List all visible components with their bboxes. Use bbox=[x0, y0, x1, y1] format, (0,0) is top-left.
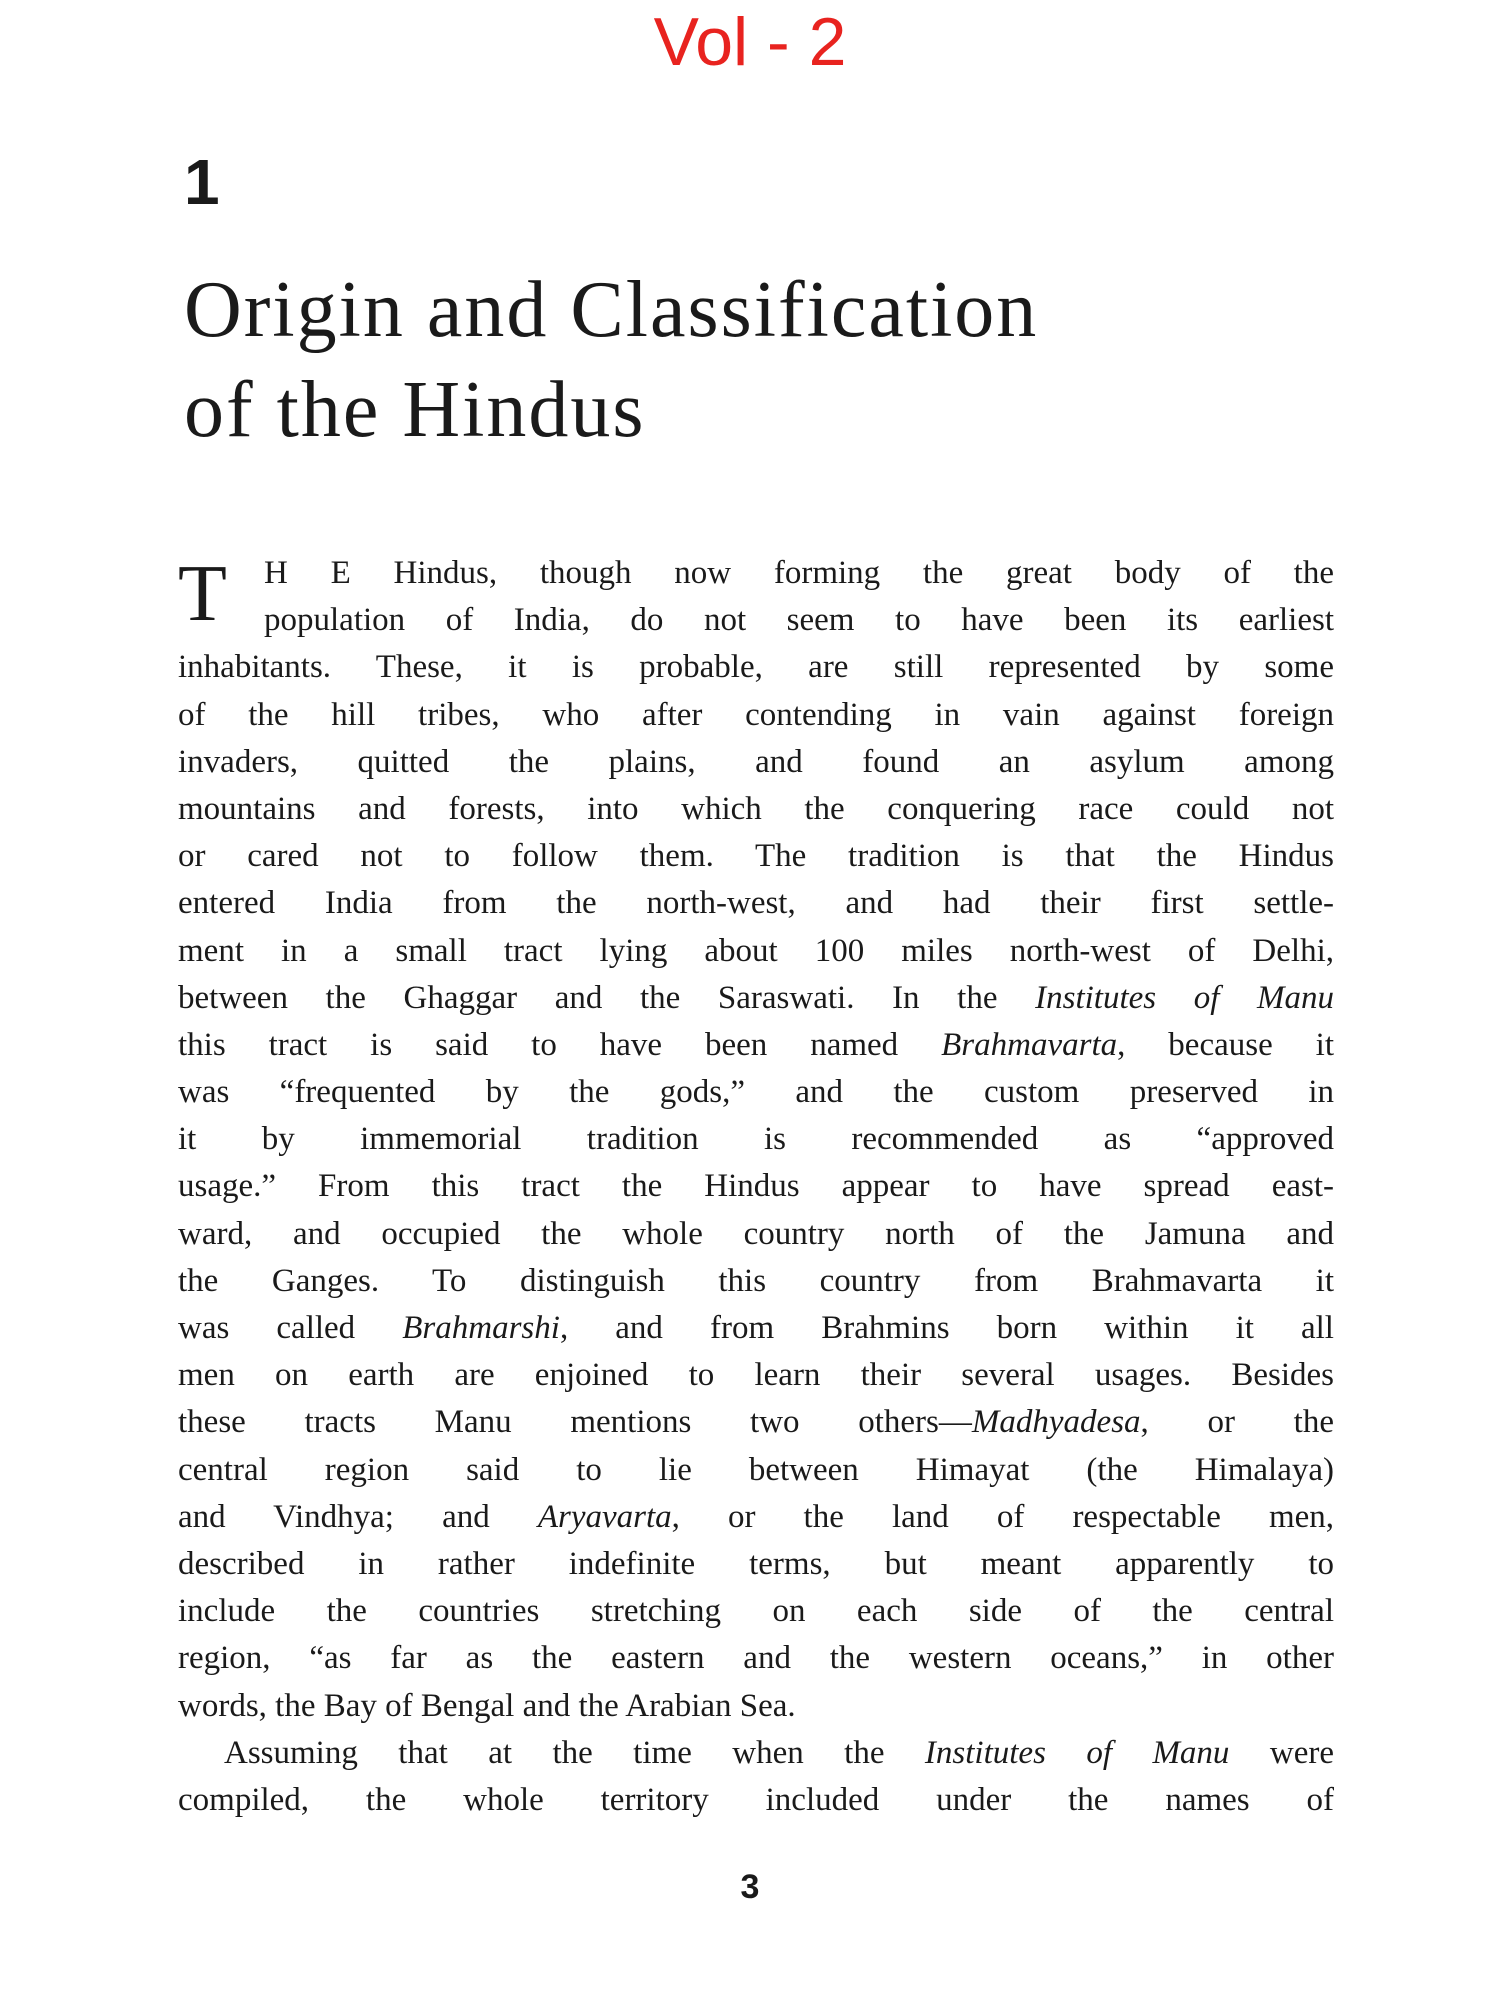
paragraph-2 bbox=[178, 1730, 1334, 1824]
text-line: inhabitants. These, it is probable, are still represented by some bbox=[178, 649, 1334, 686]
text-line bbox=[178, 975, 1334, 1022]
italic-term: Aryavarta bbox=[537, 1498, 672, 1535]
volume-label: Vol - 2 bbox=[653, 4, 847, 80]
chapter-title-line-2: of the Hindus bbox=[184, 366, 646, 454]
text-line bbox=[178, 1494, 1334, 1541]
text-line: men on earth are enjoined to learn their several usages. Besides bbox=[178, 1357, 1334, 1394]
text-line: include the countries stretching on each side of the central bbox=[178, 1593, 1334, 1630]
text-segment: , because it bbox=[1117, 1026, 1334, 1063]
text-line: H E Hindus, though now forming the great body of the bbox=[264, 555, 1334, 591]
chapter-title bbox=[184, 260, 1334, 460]
chapter-number: 1 bbox=[184, 146, 220, 218]
text-line: ment in a small tract lying about 100 miles north-west of Delhi, bbox=[178, 932, 1334, 969]
text-line: the Ganges. To distinguish this country from Brahmavarta it bbox=[178, 1262, 1334, 1299]
text-segment: Assuming that at the time when the bbox=[224, 1734, 925, 1771]
italic-term: Madhyadesa bbox=[971, 1404, 1141, 1441]
chapter-title-line-1: Origin and Classification bbox=[184, 266, 1039, 354]
text-segment: between the Ghaggar and the Saraswati. In the bbox=[178, 979, 1036, 1016]
italic-title: Institutes of Manu bbox=[1035, 979, 1334, 1016]
page-number: 3 bbox=[740, 1868, 760, 1906]
italic-term: Brahmarshi bbox=[402, 1310, 560, 1346]
text-line: compiled, the whole territory included under the names of bbox=[178, 1781, 1334, 1818]
text-line bbox=[178, 1305, 1334, 1352]
italic-term: Brahmavarta bbox=[941, 1026, 1118, 1063]
text-line bbox=[178, 1022, 1334, 1069]
text-line: usage.” From this tract the Hindus appear to have spread east- bbox=[178, 1168, 1334, 1205]
text-line: was “frequented by the gods,” and the custom preserved in bbox=[178, 1074, 1334, 1111]
text-segment: this tract is said to have been named bbox=[178, 1026, 942, 1063]
text-line: mountains and forests, into which the conquering race could not bbox=[178, 790, 1334, 827]
text-line: region, “as far as the eastern and the western oceans,” in other bbox=[178, 1640, 1334, 1677]
text-segment: , and from Brahmins born within it all bbox=[559, 1310, 1334, 1346]
text-segment: were bbox=[1229, 1734, 1334, 1771]
drop-cap: T bbox=[178, 550, 227, 638]
text-line: central region said to lie between Himayat (the Himalaya) bbox=[178, 1451, 1334, 1488]
text-line: population of India, do not seem to have been its earliest bbox=[264, 602, 1334, 639]
body-text bbox=[178, 550, 1334, 1824]
text-line: words, the Bay of Bengal and the Arabian Sea. bbox=[178, 1687, 796, 1724]
text-line: described in rather indefinite terms, but meant apparently to bbox=[178, 1545, 1334, 1582]
text-line: or cared not to follow them. The tradition is that the Hindus bbox=[178, 838, 1334, 875]
text-segment: , or the bbox=[1140, 1404, 1334, 1441]
text-line: ward, and occupied the whole country north of the Jamuna and bbox=[178, 1215, 1334, 1252]
text-line bbox=[178, 1730, 1334, 1777]
text-segment: was called bbox=[178, 1310, 403, 1346]
text-segment: , or the land of respectable men, bbox=[671, 1498, 1334, 1535]
text-line: it by immemorial tradition is recommended as “approved bbox=[178, 1121, 1334, 1158]
text-segment: these tracts Manu mentions two others— bbox=[178, 1404, 972, 1441]
italic-title: Institutes of Manu bbox=[924, 1734, 1230, 1771]
text-segment: and Vindhya; and bbox=[178, 1498, 538, 1535]
paragraph-1 bbox=[178, 550, 1334, 1730]
text-line: of the hill tribes, who after contending in vain against foreign bbox=[178, 696, 1334, 733]
text-line bbox=[178, 1399, 1334, 1446]
text-line: entered India from the north-west, and had their first settle- bbox=[178, 885, 1334, 922]
text-line: invaders, quitted the plains, and found an asylum among bbox=[178, 743, 1334, 780]
